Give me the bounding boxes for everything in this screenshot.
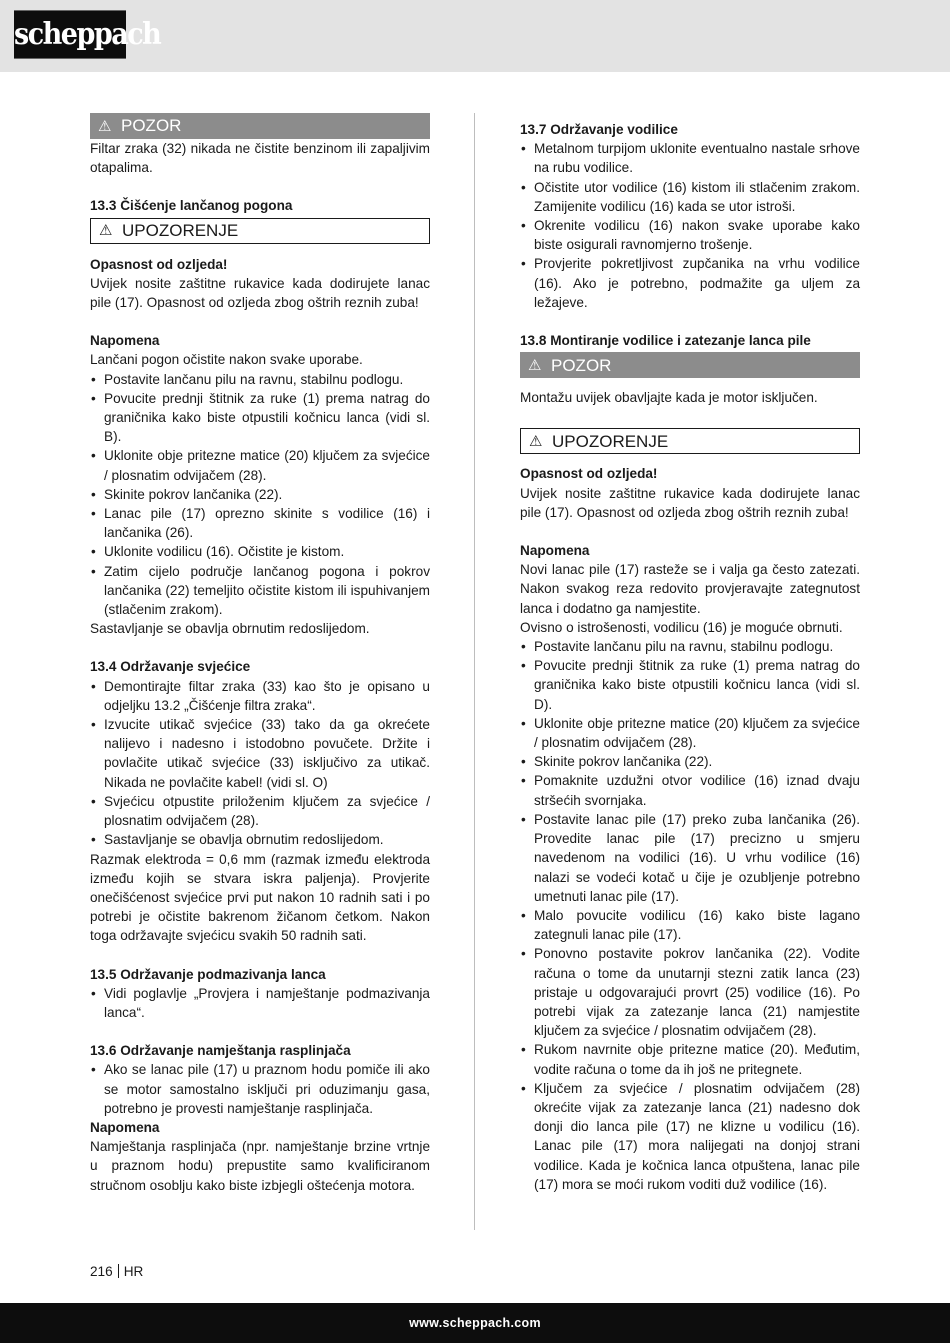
list-item: • Očistite utor vodilice (16) kistom ili stlačenim zrakom. Zamijenite vodilicu (16) kada se utor istroši.: [520, 178, 860, 216]
danger-text: Uvijek nosite zaštitne rukavice kada dodirujete lanac pile (17). Opasnost od ozljeda zbog oštrih reznih zuba!: [90, 275, 430, 311]
list-item: • Uklonite obje pritezne matice (20) ključem za svjećice / plosnatim odvijačem (28).: [90, 446, 430, 484]
warning-label: UPOZORENJE: [552, 431, 669, 451]
scheppach-logo: scheppach: [14, 10, 126, 58]
steps-list-13-4: [90, 677, 430, 850]
warning-banner: [90, 218, 430, 244]
section-heading-13-6: 13.6 Održavanje namještanja rasplinjača: [90, 1043, 351, 1059]
list-item: • Povucite prednji štitnik za ruke (1) prema natrag do graničnika kako biste otpustili kočnicu lanca (vidi sl. D).: [520, 656, 860, 714]
list-item: • Malo povucite vodilicu (16) kako biste lagano zategnuli lanac pile (17).: [520, 906, 860, 944]
list-item: • Svjećicu otpustite priloženim ključem za svjećice / plosnatim odvijačem (28).: [90, 792, 430, 830]
steps-list-13-3: [90, 370, 430, 620]
warning-triangle-icon: ⚠: [98, 117, 112, 135]
top-header-bar: [0, 0, 950, 72]
list-item: • Uklonite vodilicu (16). Očistite je kistom.: [90, 542, 430, 561]
list-item: • Ključem za svjećice / plosnatim odvijačem (28) okrećite vijak za zatezanje lanca (21) nadesno dok donji dio lanca pile (17) ne klizne u vodilicu (16). Lanac pile (17) mora nalijegati na donjoj strani vodilice. Kada je kočnica lanca otpuštena, lanac pile (17) mora se moći rukom voditi duž vodilice (16).: [520, 1079, 860, 1194]
list-item: • Izvucite utikač svjećice (33) tako da ga okrećete nalijevo i nadesno i istodobno povučete. Držite i povlačite utikač svjećice (33) isključivo za utikač. Nikada ne povlačite kabel! (vidi sl. O): [90, 715, 430, 792]
list-item: • Lanac pile (17) oprezno skinite s vodilice (16) i lančanika (26).: [90, 504, 430, 542]
language-code: HR: [123, 1264, 144, 1279]
caution-label: POZOR: [551, 355, 612, 375]
danger-title: Opasnost od ozljeda!: [520, 466, 658, 482]
list-item: • Skinite pokrov lančanika (22).: [90, 485, 430, 504]
list-item: • Zatim cijelo područje lančanog pogona i pokrov lančanika (22) temeljito očistite kistom ili ispuhivanjem (stlačenim zrakom).: [90, 562, 430, 620]
list-item: • Metalnom turpijom uklonite eventualno nastale srhove na rubu vodilice.: [520, 139, 860, 177]
list-item: • Vidi poglavlje „Provjera i namještanje podmazivanja lanca“.: [90, 984, 430, 1022]
danger-text: Uvijek nosite zaštitne rukavice kada dodirujete lanac pile (17). Opasnost od ozljeda zbog oštrih reznih zuba!: [520, 485, 860, 520]
caution-text: Filtar zraka (32) nikada ne čistite benzinom ili zapaljivim otapalima.: [90, 141, 430, 176]
danger-title: Opasnost od ozljeda!: [90, 256, 228, 272]
steps-list-13-6: [90, 1060, 430, 1118]
list-item: • Provjerite pokretljivost zupčanika na vrhu vodilice (16). Ako je potrebno, podmažite ga uljem za ležajeve.: [520, 254, 860, 312]
note-title: Napomena: [520, 543, 590, 559]
right-column: [520, 120, 860, 1194]
caution-label: POZOR: [121, 116, 182, 136]
note-title: Napomena: [90, 1119, 160, 1135]
list-item: • Okrenite vodilicu (16) nakon svake uporabe kako biste osigurali ravnomjerno trošenje.: [520, 216, 860, 254]
note-text: Namještanja rasplinjača (npr. namještanje brzine vrtnje u praznom hodu) prepustite samo kvalificiranom stručnom osoblju kako biste izbjegli oštećenja motora.: [90, 1139, 430, 1193]
warning-triangle-icon: ⚠: [99, 222, 113, 240]
note-title: Napomena: [90, 333, 160, 349]
bottom-bar: [0, 1303, 950, 1343]
list-item: • Postavite lanac pile (17) preko zuba lančanika (26). Provedite lanac pile (17) precizno u smjeru navedenom na vodilici (16). U vrhu vodilice (16) nalazi se vodeći kotač u čije je ozubljenje potrebno umetnuti lanac pile (17).: [520, 810, 860, 906]
list-item: • Postavite lančanu pilu na ravnu, stabilnu podlogu.: [90, 370, 430, 389]
section-heading-13-3: 13.3 Čišćenje lančanog pogona: [90, 198, 293, 214]
column-divider: [474, 113, 475, 1230]
website-link[interactable]: www.scheppach.com: [409, 1316, 541, 1330]
caution-banner: [520, 352, 860, 378]
list-item: • Povucite prednji štitnik za ruke (1) prema natrag do graničnika kako biste otpustili kočnicu lanca (vidi sl. B).: [90, 389, 430, 447]
left-column: [90, 113, 430, 1195]
section-heading-13-8: 13.8 Montiranje vodilice i zatezanje lanca pile: [520, 333, 811, 349]
caution-banner: [90, 113, 430, 139]
list-item: • Skinite pokrov lančanika (22).: [520, 752, 860, 771]
list-item: • Ponovno postavite pokrov lančanika (22). Vodite računa o tome da unutarnji stezni zatik lanca (23) pristaje u odgovarajući provrt (25) vodilice (16). Po potrebi vijak za zatezanje lanca (21) namjestite ključem za svjećice / plosnatim odvijačem (28).: [520, 944, 860, 1040]
warning-triangle-icon: ⚠: [529, 432, 543, 450]
section-heading-13-4: 13.4 Održavanje svjećice: [90, 659, 251, 675]
section-heading-13-5: 13.5 Održavanje podmazivanja lanca: [90, 966, 326, 982]
list-item: • Pomaknite uzdužni otvor vodilice (16) iznad dvaju stršećih svornjaka.: [520, 771, 860, 809]
note-text: Novi lanac pile (17) rasteže se i valja ga često zatezati. Nakon svakog reza redovito provjeravajte zategnutost lanca i dodatno ga namjestite.: [520, 562, 860, 616]
warning-banner: [520, 428, 860, 454]
page-number: 216: [90, 1264, 113, 1279]
caution-text: Montažu uvijek obavljajte kada je motor isključen.: [520, 390, 818, 406]
spark-plug-text: Razmak elektroda = 0,6 mm (razmak između elektroda između kojih se stvara iskra paljenja). Provjerite onečišćenost svjećice prvi put nakon 10 radnih sati i po potrebi je očistite bakrenom žičanom četkom. Nakon toga održavajte svjećicu svakih 50 radnih sati.: [90, 851, 430, 944]
warning-triangle-icon: ⚠: [528, 356, 542, 374]
note-text: Ovisno o istrošenosti, vodilicu (16) je moguće obrnuti.: [520, 619, 843, 635]
warning-label: UPOZORENJE: [122, 221, 239, 240]
steps-list-13-5: [90, 984, 430, 1022]
section-heading-13-7: 13.7 Održavanje vodilice: [520, 122, 678, 137]
list-item: • Postavite lančanu pilu na ravnu, stabilnu podlogu.: [520, 637, 860, 656]
list-item: • Sastavljanje se obavlja obrnutim redoslijedom.: [90, 830, 430, 849]
page-footer: [90, 1264, 143, 1279]
list-item: • Demontirajte filtar zraka (33) kao što je opisano u odjeljku 13.2 „Čišćenje filtra zraka“.: [90, 677, 430, 715]
footer-separator: [118, 1264, 119, 1278]
note-text: Lančani pogon očistite nakon svake uporabe.: [90, 352, 363, 368]
list-item: • Ako se lanac pile (17) u praznom hodu pomiče ili ako se motor samostalno isključi pri oduzimanju gasa, potrebno je provesti namještanje rasplinjača.: [90, 1060, 430, 1118]
list-item: • Rukom navrnite obje pritezne matice (20). Međutim, vodite računa o tome da ih još ne pritegnete.: [520, 1040, 860, 1078]
steps-list-13-8: [520, 637, 860, 1194]
steps-list-13-7: [520, 139, 860, 312]
closing-text: Sastavljanje se obavlja obrnutim redoslijedom.: [90, 621, 370, 637]
list-item: • Uklonite obje pritezne matice (20) ključem za svjećice / plosnatim odvijačem (28).: [520, 714, 860, 752]
